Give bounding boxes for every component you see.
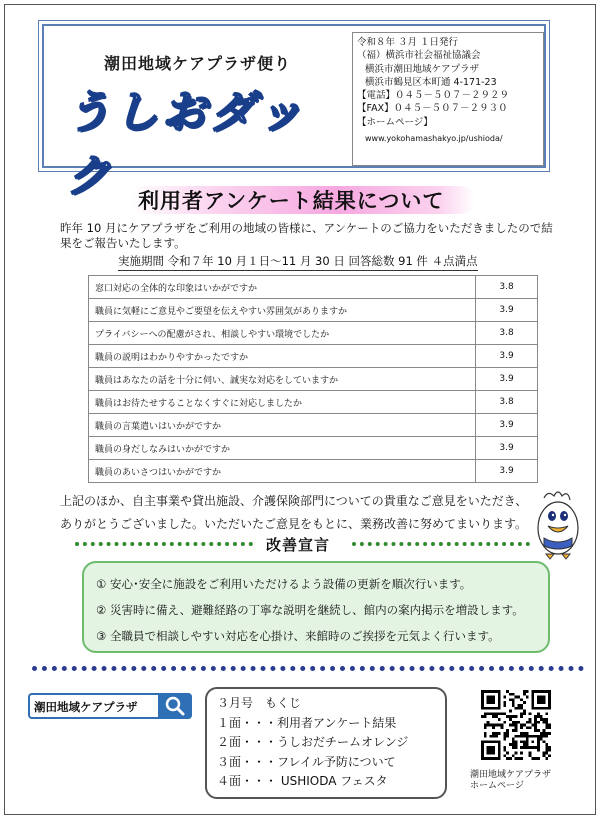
homepage-label: 【ホームページ】 [357, 116, 433, 128]
table-row [89, 368, 538, 391]
table-row [89, 345, 538, 368]
homepage-qr-code[interactable] [481, 690, 551, 760]
survey-score: 3.9 [476, 437, 538, 460]
declaration-item: ② 災害時に備え、避難経路の丁寧な説明を継続し、館内の案内掲示を増設します。 [96, 603, 524, 617]
toc-item: ４面・・・ USHIODA フェスタ [217, 774, 388, 788]
survey-closing [60, 490, 540, 536]
table-row [89, 276, 538, 299]
survey-score: 3.9 [476, 299, 538, 322]
closing-line-2: ありがとうございました。いただいたご意見をもとに、業務改善に努めてまいります。 [60, 517, 528, 531]
facility-name: 横浜市潮田地域ケアプラザ [365, 63, 480, 75]
declaration-item: ① 安心･安全に施設をご利用いただけるよう設備の更新を順次行います。 [96, 577, 472, 591]
declaration-item: ③ 全職員で相談しやすい対応を心掛け、来館時のご挨拶を元気よく行います。 [96, 629, 500, 643]
survey-score: 3.9 [476, 345, 538, 368]
duck-mascot-illustration [530, 488, 586, 560]
survey-score: 3.8 [476, 391, 538, 414]
table-row [89, 460, 538, 483]
survey-question: 職員のあいさつはいかがですか [89, 460, 476, 483]
survey-score: 3.9 [476, 368, 538, 391]
survey-question: 職員はあなたの話を十分に伺い、誠実な対応をしていますか [89, 368, 476, 391]
closing-line-1: 上記のほか、自主事業や貸出施設、介護保険部門についての貴重なご意見をいただき、 [60, 494, 528, 508]
qr-caption-line-1: 潮田地域ケアプラザ [470, 770, 552, 780]
declaration-divider-right [352, 542, 530, 546]
facility-search-box[interactable] [28, 693, 192, 719]
survey-heading [120, 182, 480, 218]
toc-title: ３月号 もくじ [217, 696, 302, 710]
table-row [89, 414, 538, 437]
declaration-box [82, 561, 550, 653]
survey-period: 実施期間 令和７年 10 月１日～11 月 30 日 回答総数 91 件 ４点満点 [118, 253, 478, 271]
declaration-title: 改善宣言 [266, 536, 331, 554]
search-button[interactable] [158, 693, 192, 719]
survey-question: 職員の言葉遣いはいかがですか [89, 414, 476, 437]
phone-number: 【電話】０４５－５０７－２９２９ [357, 90, 510, 102]
masthead-title-area [44, 26, 352, 202]
fax-number: 【FAX】０４５－５０７－２９３０ [357, 103, 508, 115]
newsletter-title: うしおダック [66, 87, 306, 202]
publisher-info [352, 32, 544, 166]
toc-item: １面・・・利用者アンケート結果 [217, 715, 397, 730]
issue-date: 令和８年 ３月 １日発行 [357, 37, 459, 48]
survey-score: 3.9 [476, 460, 538, 483]
declaration-divider-left [75, 542, 253, 546]
facility-address: 横浜市鶴見区本町通 4-171-23 [365, 76, 497, 88]
table-row [89, 322, 538, 345]
survey-question: 職員の説明はわかりやすかったですか [89, 345, 476, 368]
survey-score: 3.8 [476, 322, 538, 345]
search-icon [164, 696, 186, 716]
survey-question: 職員はお待たせすることなくすぐに対応しましたか [89, 391, 476, 414]
survey-score: 3.8 [476, 276, 538, 299]
section-divider [32, 666, 584, 671]
survey-question: プライバシーへの配慮がされ、相談しやすい環境でしたか [89, 322, 476, 345]
survey-score: 3.9 [476, 414, 538, 437]
toc-item: ２面・・・うしおだチームオレンジ [217, 735, 409, 749]
survey-question: 職員の身だしなみはいかがですか [89, 437, 476, 460]
table-of-contents [205, 687, 447, 799]
table-row [89, 299, 538, 322]
publisher-name: （福）横浜市社会福祉協議会 [357, 50, 481, 62]
survey-title: 利用者アンケート結果について [138, 189, 445, 213]
newsletter-subtitle: 潮田地域ケアプラザ便り [104, 54, 292, 73]
survey-intro: 昨年 10 月にケアプラザをご利用の地域の皆様に、アンケートのご協力をいただきましたので結果をご報告いたします。 [60, 221, 553, 250]
table-row [89, 437, 538, 460]
survey-question: 窓口対応の全体的な印象はいかがですか [89, 276, 476, 299]
table-row [89, 391, 538, 414]
search-input[interactable]: 潮田地域ケアプラザ [34, 700, 138, 714]
survey-question: 職員に気軽にご意見やご要望を伝えやすい雰囲気がありますか [89, 299, 476, 322]
toc-item: ３面・・・フレイル予防について [217, 754, 396, 769]
qr-caption [470, 770, 570, 792]
survey-results-table [88, 275, 538, 483]
homepage-url[interactable]: www.yokohamashakyo.jp/ushioda/ [365, 134, 503, 144]
qr-caption-line-2: ホームページ [470, 781, 524, 791]
